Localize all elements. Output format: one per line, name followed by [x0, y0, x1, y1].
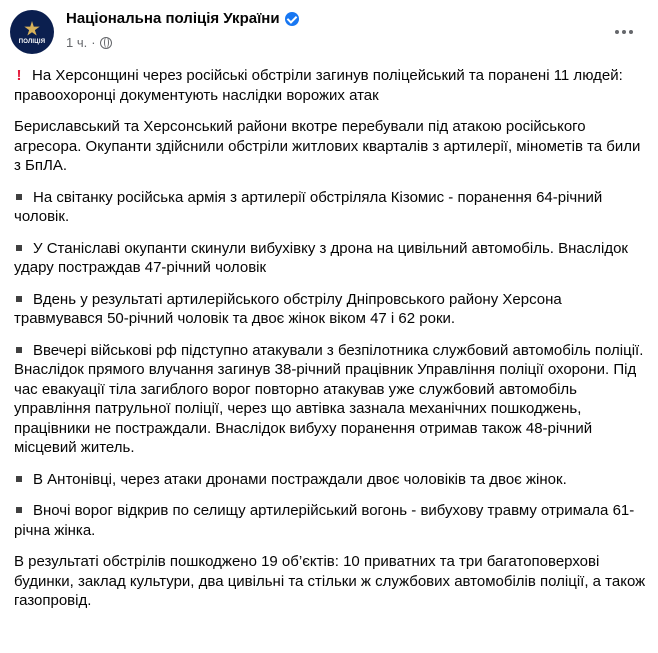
bullet-paragraph	[14, 290, 646, 329]
summary-paragraph: В результаті обстрілів пошкоджено 19 об’єктів: 10 приватних та три багатоповерхові будинки, заклад культури, два цивільні та стільки ж службових автомобілів поліції, а також газопровід.	[14, 553, 646, 609]
headline-text: На Херсонщині через російські обстріли загинув поліцейський та поранені 11 людей: правоохоронці документують наслідки ворожих атак	[14, 67, 623, 104]
more-options-dot	[622, 30, 626, 34]
bullet-text: На світанку російська армія з артилерії обстріляла Кізомис - поранення 64-річний чоловік.	[14, 188, 603, 225]
verified-badge-icon	[285, 12, 299, 26]
globe-icon[interactable]	[100, 37, 112, 49]
post-meta	[66, 35, 112, 50]
police-star-icon	[24, 21, 40, 37]
bullet-paragraph	[14, 470, 646, 490]
intro-paragraph: Бериславський та Херсонський райони вкотре перебували під атакою російського агресора. Окупанти здійснили обстріли житлових кварталів з артилерії, мінометів та били з БпЛА.	[14, 118, 641, 174]
post-headline	[14, 66, 646, 105]
more-options-button[interactable]	[606, 18, 642, 46]
square-bullet-icon	[16, 194, 22, 200]
page-avatar[interactable]	[10, 10, 54, 54]
square-bullet-icon	[16, 245, 22, 251]
bullet-text: Ввечері військові рф підступно атакували з безпілотника службовий автомобіль поліції. Внаслідок прямого влучання загинув 38-річний працівник Управління поліції охорони. Під час евакуації тіла загиблого ворог повторно атакував уже службовий автомобіль управління патрульної поліції, через що автівка зазнала механічних пошкоджень, працівники не постраждали. Внаслідок вибуху поранення отримав також 48-річний місцевий житель.	[14, 341, 644, 456]
post-time[interactable]: 1 ч.	[66, 35, 88, 50]
post-text	[14, 66, 646, 623]
square-bullet-icon	[16, 476, 22, 482]
red-exclamation-icon: !	[16, 67, 22, 84]
post-header	[0, 0, 658, 64]
more-options-dot	[629, 30, 633, 34]
square-bullet-icon	[16, 296, 22, 302]
bullet-paragraph	[14, 341, 646, 458]
more-options-icon	[615, 30, 619, 34]
page-name[interactable]: Національна поліція України	[66, 10, 280, 27]
bullet-text: В Антонівці, через атаки дронами постраждали двоє чоловіків та двоє жінок.	[33, 470, 567, 488]
page-name-link[interactable]	[66, 10, 299, 27]
bullet-paragraph	[14, 501, 646, 540]
square-bullet-icon	[16, 507, 22, 513]
bullet-paragraph	[14, 239, 646, 278]
bullet-paragraph	[14, 188, 646, 227]
bullet-text: У Станіславі окупанти скинули вибухівку з дрона на цивільний автомобіль. Внаслідок удару постраждав 47-річний чоловік	[14, 239, 628, 276]
square-bullet-icon	[16, 347, 22, 353]
avatar-logo-text: ПОЛІЦІЯ	[18, 39, 46, 45]
bullet-text: Вдень у результаті артилерійського обстрілу Дніпровського району Херсона травмувався 50-річний чоловік та двоє жінок віком 47 і 62 роки.	[14, 290, 562, 327]
bullet-text: Вночі ворог відкрив по селищу артилерійський вогонь - вибухову травму отримала 61-річна жінка.	[14, 502, 635, 539]
meta-separator: ·	[91, 35, 96, 50]
